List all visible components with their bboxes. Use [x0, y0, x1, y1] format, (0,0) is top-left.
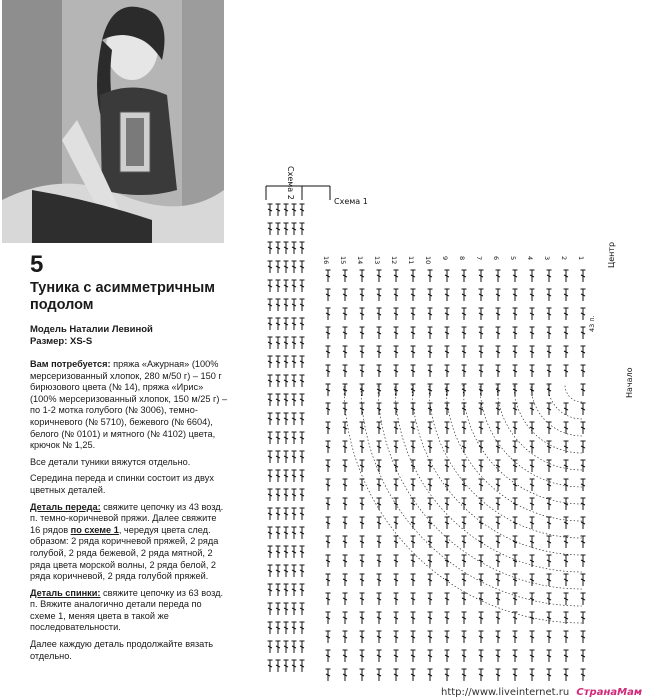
instructions-column	[30, 252, 228, 667]
row-number: 5	[509, 256, 517, 261]
row-number: 14	[356, 256, 364, 265]
article-number: 5	[30, 251, 44, 278]
model-author: Модель Наталии Левиной	[30, 324, 153, 335]
row-number: 15	[339, 256, 347, 265]
materials-label: Вам потребуется:	[30, 359, 111, 369]
scheme2-label: Схема 2	[286, 166, 295, 200]
row-number: 10	[424, 256, 432, 265]
back-paragraph	[30, 588, 228, 634]
size-info: Размер: XS-S	[30, 336, 93, 347]
row-number: 1	[577, 256, 585, 261]
row-number: 13	[373, 256, 381, 265]
row-number: 9	[441, 256, 449, 261]
row-number: 12	[390, 256, 398, 265]
front-scheme-ref: по схеме 1	[70, 524, 119, 535]
row-number: 8	[458, 256, 466, 261]
row-number: 16	[322, 256, 330, 265]
model-photo	[2, 0, 224, 243]
front-text-b: , чередуя цвета след. образом: 2 ряда коричневой пряжей, 2 ряда голубой, 2 ряда бежевой, 2 ряда мятной, 2 ряда цвета морской волны, 2 ряда белой, 2 ряда коричневой, 2 ряда голубой пряжей.	[30, 524, 219, 582]
row-numbers	[322, 256, 585, 264]
front-label: Деталь переда:	[30, 501, 101, 512]
article-title: Туника с асимметричным подолом	[30, 280, 216, 313]
site-logo: СтранаМам	[576, 687, 642, 698]
scheme1-label: Схема 1	[334, 197, 368, 206]
stitch-count-label: 43 п.	[588, 315, 596, 332]
crochet-diagram	[252, 160, 646, 684]
row-number: 3	[543, 256, 551, 261]
start-label: Начало	[625, 367, 634, 398]
row-number: 7	[475, 256, 483, 261]
stitch-grid	[268, 204, 586, 681]
footer-url: http://www.liveinternet.ru	[441, 687, 570, 698]
center-label: Центр	[607, 241, 616, 268]
paragraph-middle-parts: Середина переда и спинки состоит из двух цветных деталей.	[30, 473, 214, 495]
footer-watermark	[441, 687, 642, 698]
row-number: 6	[492, 256, 500, 261]
paragraph-details-separate: Все детали туники вяжутся отдельно.	[30, 456, 191, 467]
row-number: 4	[526, 256, 534, 261]
front-paragraph	[30, 502, 228, 583]
back-text: свяжите цепочку из 63 возд. п. Вяжите аналогично детали переда по схеме 1, меняя цвета в такой же последовательности.	[30, 587, 224, 633]
materials-text: пряжа «Ажурная» (100% мерсеризованный хлопок, 280 м/50 г) – 150 г бирюзового цвета (№ 14), пряжа «Ирис» (100% мерсеризованный хлопок, 150 м/25 г) – по 1-2 мотка голубого (№ 3006), темно-коричневого (№ 5710), бежевого (№ 6604), белого (№ 0101) и мятного (№ 4102) цвета, крючок № 1,25.	[30, 359, 228, 451]
front-text-a: свяжите цепочку из 43 возд. п. темно-коричневой пряжи. Далее свяжите 16 рядов	[30, 501, 224, 535]
materials-paragraph	[30, 359, 228, 452]
back-label: Деталь спинки:	[30, 587, 101, 598]
paragraph-continue: Далее каждую деталь продолжайте вязать отдельно.	[30, 639, 214, 661]
row-number: 2	[560, 256, 568, 261]
row-number: 11	[407, 256, 415, 265]
